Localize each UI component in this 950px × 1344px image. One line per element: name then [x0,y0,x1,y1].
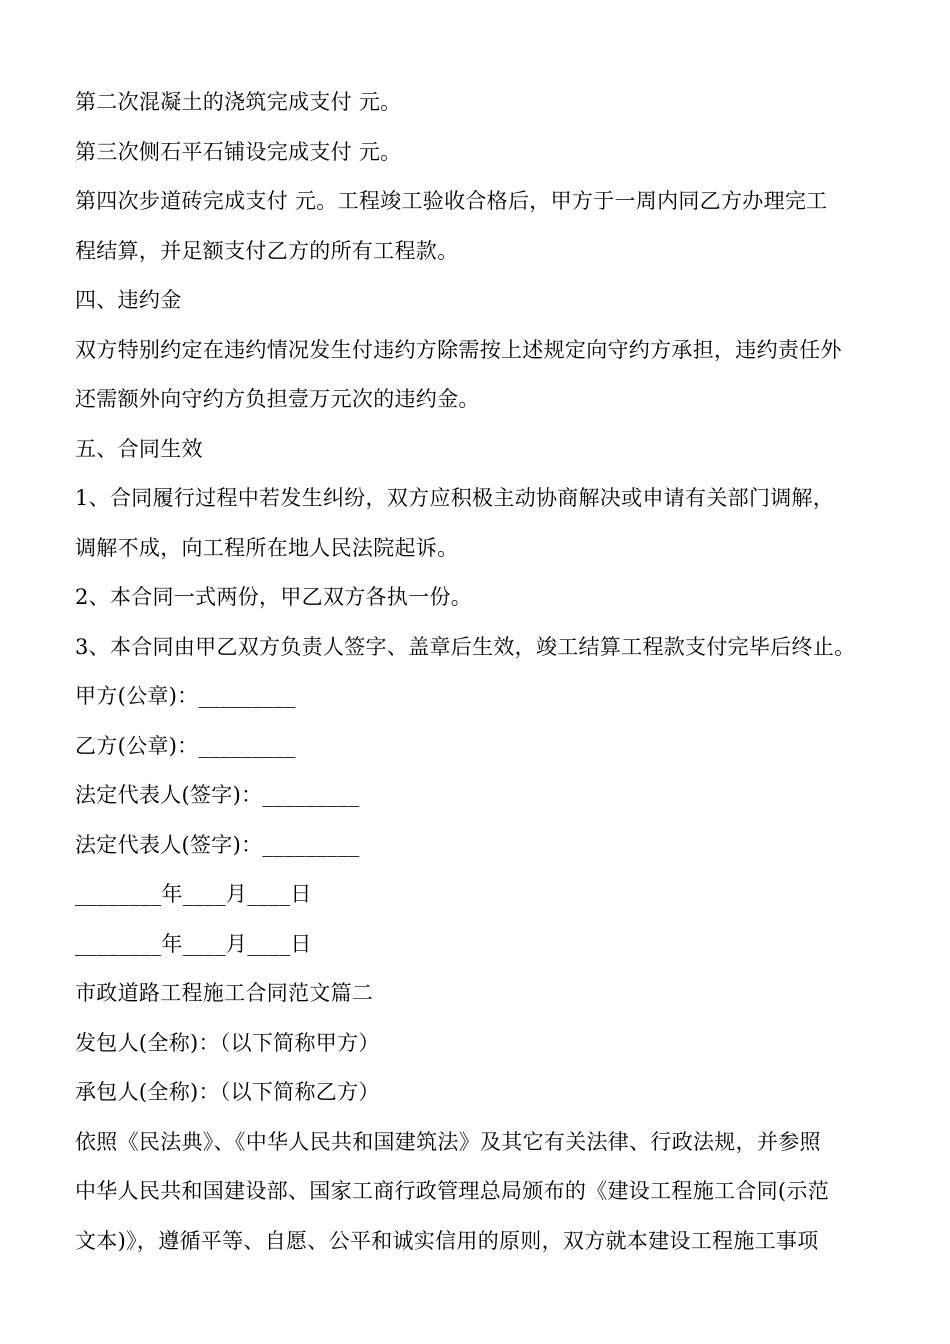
text-line-1: 第二次混凝土的浇筑完成支付 元。 [75,90,402,114]
text-line-4: 程结算，并足额支付乙方的所有工程款。 [75,238,459,263]
document-subtitle: 市政道路工程施工合同范文篇二 [75,981,374,1005]
text-line-9: 1、合同履行过程中若发生纠纷，双方应积极主动协商解决或申请有关部门调解， [75,486,835,510]
signature-legal-rep-2: 法定代表人(签字)：_________ [75,832,360,857]
text-line-24: 文本)》，遵循平等、自愿、公平和诚实信用的原则，双方就本建设工程施工事项 [75,1228,819,1253]
signature-party-a: 甲方(公章)：_________ [75,684,296,708]
text-line-22: 依照《民法典》、《中华人民共和国建筑法》及其它有关法律、行政法规，并参照 [75,1129,821,1154]
date-line-1: ________年____月____日 [75,882,312,906]
text-line-23: 中华人民共和国建设部、国家工商行政管理总局颁布的《建设工程施工合同(示范 [75,1179,829,1203]
text-line-11: 2、本合同一式两份，甲乙双方各执一份。 [75,585,473,609]
signature-party-b: 乙方(公章)：_________ [75,733,296,758]
contractor-line: 承包人(全称)：（以下简称乙方） [75,1080,380,1104]
text-line-6: 双方特别约定在违约情况发生付违约方除需按上述规定向守约方承担，违约责任外 [75,337,842,362]
text-line-2: 第三次侧石平石铺设完成支付 元。 [75,139,402,164]
section-heading-breach: 四、违约金 [75,288,182,312]
signature-legal-rep-1: 法定代表人(签字)：_________ [75,783,360,807]
text-line-3: 第四次步道砖完成支付 元。工程竣工验收合格后，甲方于一周内同乙方办理完工 [75,189,828,213]
document-page [75,78,885,1266]
employer-line: 发包人(全称)：（以下简称甲方） [75,1030,380,1055]
text-line-7: 还需额外向守约方负担壹万元次的违约金。 [75,387,480,411]
date-line-2: ________年____月____日 [75,931,312,956]
text-line-12: 3、本合同由甲乙双方负责人签字、盖章后生效，竣工结算工程款支付完毕后终止。 [75,634,856,659]
text-line-10: 调解不成，向工程所在地人民法院起诉。 [75,535,459,560]
section-heading-effect: 五、合同生效 [75,436,203,461]
